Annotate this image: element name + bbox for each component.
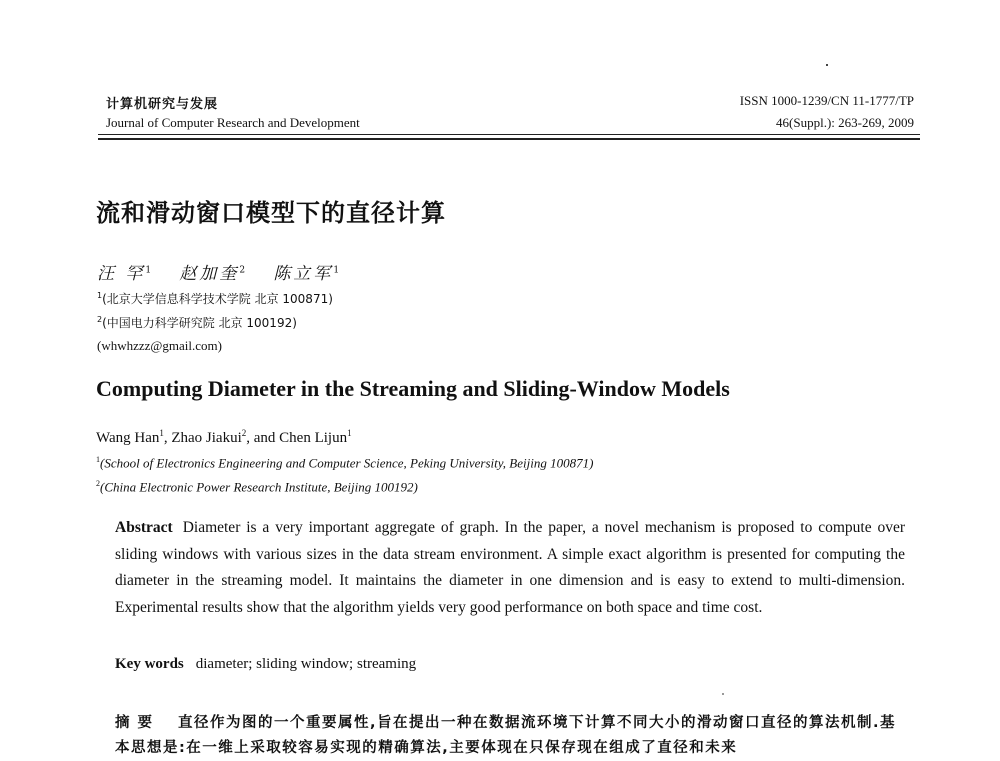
affiliation-sup: 1: [97, 291, 103, 300]
affiliation-sup: 2: [96, 479, 100, 488]
title-en: Computing Diameter in the Streaming and Sliding-Window Models: [96, 376, 730, 401]
author-sup: 2: [239, 265, 249, 276]
affiliation-text: (中国电力科学研究院 北京 100192): [102, 316, 297, 330]
affiliation-cn-2: [97, 314, 297, 331]
affiliation-text: (School of Electronics Engineering and Computer Science, Peking University, Beijing 100871): [100, 455, 594, 471]
speck: [722, 693, 724, 695]
title-cn: 流和滑动窗口模型下的直径计算: [96, 199, 446, 227]
affiliation-sup: 2: [97, 315, 103, 324]
affiliation-en-2: [96, 479, 418, 495]
affiliation-text: (China Electronic Power Research Institute, Beijing 100192): [100, 479, 418, 495]
affiliation-sup: 1: [96, 455, 100, 464]
author-sup: 1: [159, 428, 164, 438]
affiliation-cn-1: [97, 290, 333, 307]
header-rule-thin: [98, 134, 920, 135]
abstract-cn-label: 摘要: [115, 715, 160, 731]
author-en: Wang Han: [96, 430, 160, 446]
author-en: Zhao Jiakui: [171, 430, 242, 446]
abstract-cn: [115, 711, 905, 761]
author-sup: 1: [333, 265, 343, 276]
author-cn: 陈立军: [273, 264, 334, 284]
abstract: [115, 515, 905, 621]
affiliation-text: (北京大学信息科学技术学院 北京 100871): [102, 292, 333, 306]
journal-name-cn: 计算机研究与发展: [106, 97, 219, 112]
email: (whwhzzz@gmail.com): [97, 338, 222, 353]
author-sup: 1: [145, 265, 155, 276]
author-cn: 汪 罕: [97, 264, 146, 284]
author-sup: 1: [347, 428, 352, 438]
author-cn: 赵加奎: [179, 264, 240, 284]
keywords-label: Key words: [115, 656, 184, 672]
affiliation-en-1: [96, 455, 593, 471]
authors-cn: [97, 259, 342, 284]
header-rule-thick: [98, 138, 920, 140]
issn: ISSN 1000-1239/CN 11-1777/TP: [739, 93, 914, 108]
abstract-label: Abstract: [115, 519, 173, 536]
keywords-text: diameter; sliding window; streaming: [195, 656, 417, 672]
author-sup: 2: [241, 428, 247, 438]
speck: [826, 64, 828, 66]
author-en: and Chen Lijun: [253, 430, 348, 446]
abstract-cn-text: 直径作为图的一个重要属性,旨在提出一种在数据流环境下计算不同大小的滑动窗口直径的算法机制.基本思想是:在一维上采取较容易实现的精确算法,主要体现在只保存现在组成了直径和未来: [115, 715, 897, 756]
authors-en: Wang Han$^1$, Zhao Jiakui$^2$, and Chen Lijun$^1$: [96, 428, 352, 446]
abstract-text: Diameter is a very important aggregate of graph. In the paper, a novel mechanism is proposed to compute over sliding windows with various sizes in the data stream environment. A simple exact algorithm is presented for computing the diameter in the streaming model. It maintains the diameter in one dimension and is easy to extend to multi-dimension. Experimental results show that the algorithm yields very good performance on both space and time cost.: [115, 519, 905, 616]
volume-pages: 46(Suppl.): 263-269, 2009: [776, 115, 914, 130]
keywords: [115, 656, 416, 673]
journal-name-en: Journal of Computer Research and Development: [106, 115, 360, 130]
